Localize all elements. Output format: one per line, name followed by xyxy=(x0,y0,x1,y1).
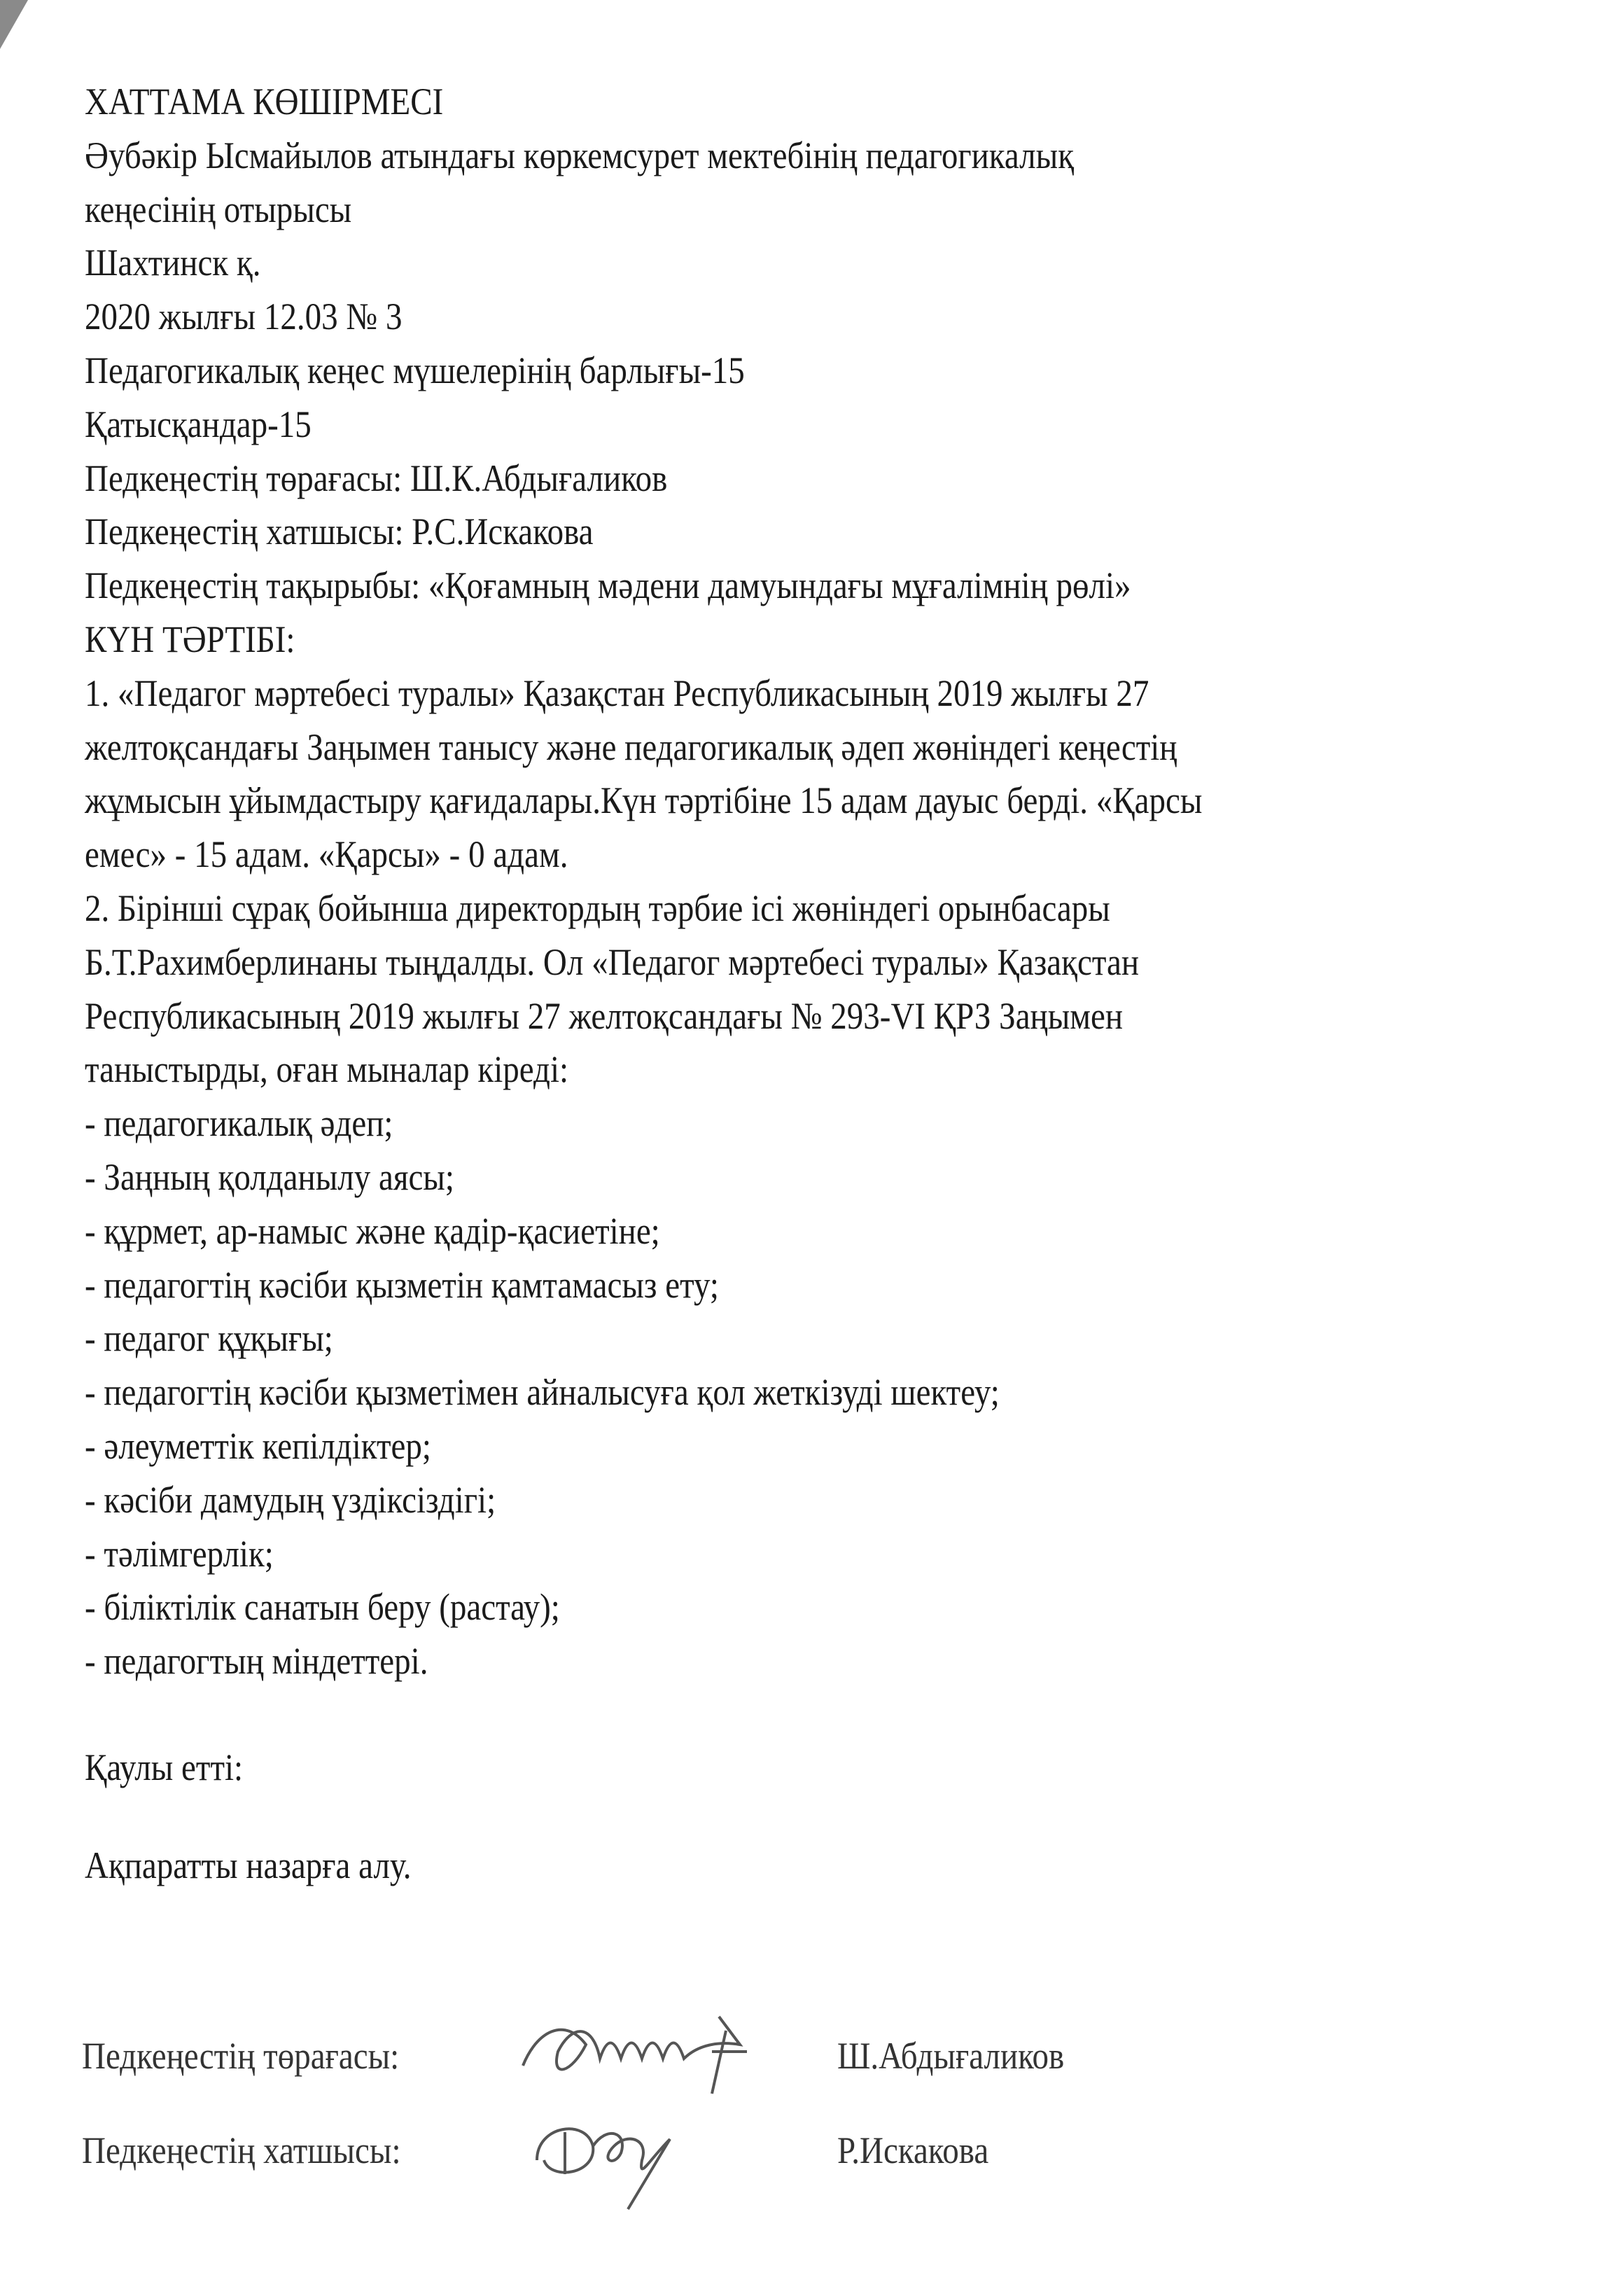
agenda-item-2-line: 2. Бірінші сұрақ бойынша директордың тәрбие ісі жөніндегі орынбасары xyxy=(85,888,1110,930)
chair-signature-icon xyxy=(509,2003,803,2108)
signature-role: Педкеңестің төрағасы: xyxy=(82,2036,400,2078)
header-line: Педкеңестің төрағасы: Ш.К.Абдығаликов xyxy=(85,457,668,500)
bullet-item: - біліктілік санатын беру (растау); xyxy=(85,1587,560,1629)
signature-role: Педкеңестің хатшысы: xyxy=(82,2130,401,2172)
header-line: 2020 жылғы 12.03 № 3 xyxy=(85,296,403,339)
signature-row-chair xyxy=(82,2024,1412,2108)
agenda-item-1-line: емес» - 15 адам. «Қарсы» - 0 адам. xyxy=(85,834,568,877)
secretary-signature-icon xyxy=(509,2097,803,2216)
resolution-label: Қаулы етті: xyxy=(85,1747,244,1789)
agenda-item-1-line: жұмысын ұйымдастыру қағидалары.Күн тәртібіне 15 адам дауыс берді. «Қарсы xyxy=(85,780,1203,823)
signature-name: Ш.Абдығаликов xyxy=(837,2036,1065,2078)
bullet-item: - педагогтің кәсіби қызметімен айналысуға қол жеткізуді шектеу; xyxy=(85,1372,1000,1414)
signature-row-secretary xyxy=(82,2118,1412,2202)
header-line: Педкеңестің хатшысы: Р.С.Искакова xyxy=(85,511,594,554)
bullet-item: - педагогикалық әдеп; xyxy=(85,1103,393,1146)
bullet-item: - педагогтің кәсіби қызметін қамтамасыз ету; xyxy=(85,1264,719,1307)
agenda-item-2-line: Республикасының 2019 жылғы 27 желтоқсандағы № 293-VI ҚРЗ Заңымен xyxy=(85,995,1124,1038)
agenda-item-1-line: 1. «Педагог мәртебесі туралы» Қазақстан Республикасының 2019 жылғы 27 xyxy=(85,672,1149,715)
agenda-item-2-line: таныстырды, оған мыналар кіреді: xyxy=(85,1049,569,1092)
document-title: ХАТТАМА КӨШІРМЕСІ xyxy=(85,81,444,123)
bullet-item: - құрмет, ар-намыс және қадір-қасиетіне; xyxy=(85,1210,660,1253)
agenda-item-1-line: желтоқсандағы Заңымен танысу және педагогикалық әдеп жөніндегі кеңестің xyxy=(85,726,1177,769)
bullet-item: - кәсіби дамудың үздіксіздігі; xyxy=(85,1479,496,1522)
header-line: Қатысқандар-15 xyxy=(85,403,312,446)
header-line: Әубәкір Ысмайылов атындағы көркемсурет мектебінің педагогикалық xyxy=(85,134,1075,177)
bullet-item: - тәлімгерлік; xyxy=(85,1533,274,1575)
header-line: кеңесінің отырысы xyxy=(85,188,352,231)
bullet-item: - педагогтың міндеттері. xyxy=(85,1641,428,1683)
bullet-item: - Заңның қолданылу аясы; xyxy=(85,1157,454,1199)
header-line: Педагогикалық кеңес мүшелерінің барлығы-15 xyxy=(85,350,745,392)
header-line: КҮН ТӘРТІБІ: xyxy=(85,619,295,661)
agenda-item-2-line: Б.Т.Рахимберлинаны тыңдалды. Ол «Педагог мәртебесі туралы» Қазақстан xyxy=(85,941,1139,984)
header-line: Педкеңестің тақырыбы: «Қоғамның мәдени дамуындағы мұғалімнің рөлі» xyxy=(85,565,1131,608)
scan-corner-shadow xyxy=(0,0,28,49)
bullet-item: - педагог құқығы; xyxy=(85,1318,333,1361)
signature-name: Р.Искакова xyxy=(837,2130,989,2172)
bullet-item: - әлеуметтік кепілдіктер; xyxy=(85,1426,431,1468)
header-line: Шахтинск қ. xyxy=(85,242,261,285)
resolution-text: Ақпаратты назарға алу. xyxy=(85,1845,412,1887)
